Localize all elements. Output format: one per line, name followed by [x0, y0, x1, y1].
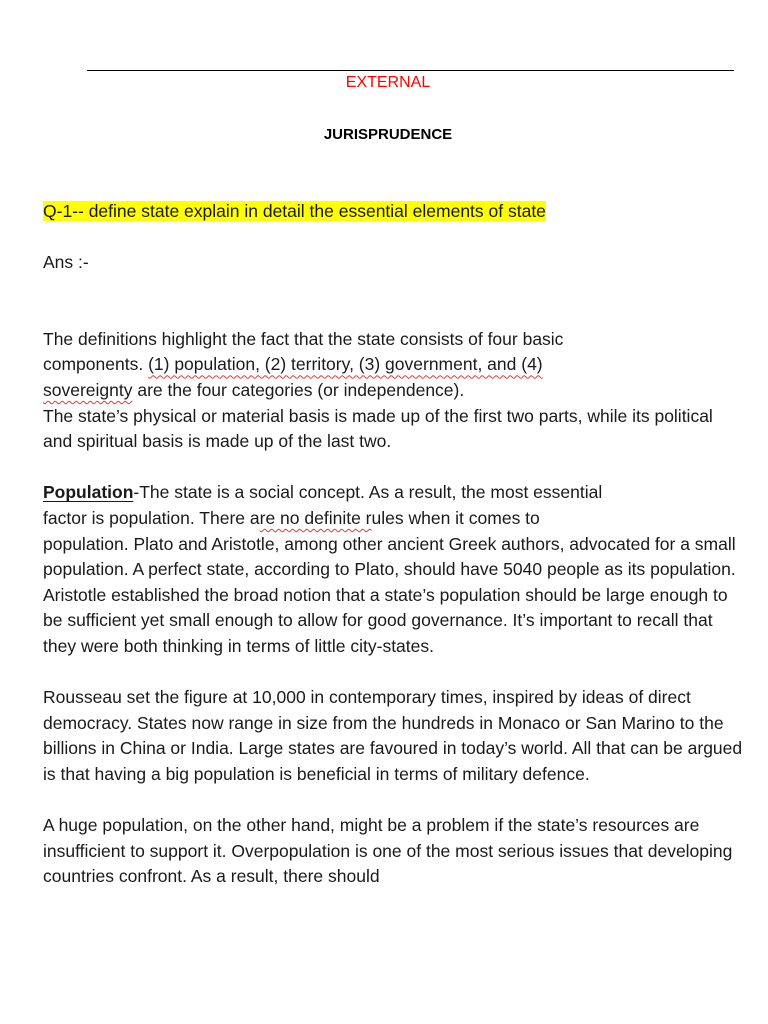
paragraph-text: population. Plato and Aristotle, among other ancient Greek authors, advocated for a small population. A perfect state, according to Plato, should have 5040 people as its population. — [43, 533, 736, 580]
paragraph-text: The definitions highlight the fact that the state consists of four basic — [43, 328, 564, 349]
paragraph-text: -The state is a social concept. As a result, the most essential — [133, 482, 603, 503]
document-title: JURISPRUDENCE — [323, 126, 453, 143]
paragraph-basis: The state’s physical or material basis is made up of the first two parts, while its political and spiritual basis is made up of the last two. — [43, 405, 713, 452]
paragraph-text: factor is population. There a — [43, 507, 260, 528]
spellcheck-underline: sovereignty — [43, 379, 133, 400]
spellcheck-underline: re no definite r — [259, 507, 372, 528]
paragraph-text: ules when it comes to — [371, 507, 540, 528]
paragraph-aristotle: Aristotle established the broad notion that a state’s population should be large enough to be sufficient yet small enough to allow for good governance. It’s important to recall that they were both thinking in terms of little city-states. — [43, 584, 728, 656]
paragraph-text: components. — [43, 354, 149, 375]
spellcheck-underline: (1) population, (2) territory, (3) government, and (4) — [148, 354, 543, 375]
paragraph-population — [43, 480, 743, 582]
answer-label: Ans :- — [43, 252, 89, 273]
top-rule — [87, 70, 734, 71]
question-highlight: Q-1-- define state explain in detail the essential elements of state — [43, 201, 546, 221]
document-body — [43, 199, 743, 890]
paragraph-rousseau: Rousseau set the figure at 10,000 in contemporary times, inspired by ideas of direct democracy. States now range in size from the hundreds in Monaco or San Marino to the billions in China or India. Large states are favoured in today’s world. All that can be argued is that having a big population is beneficial in terms of military defence. — [43, 687, 743, 784]
paragraph-overpopulation: A huge population, on the other hand, might be a problem if the state’s resources are insufficient to support it. Overpopulation is one of the most serious issues that developing countries confront. As a result, there should — [43, 815, 733, 887]
question-line — [43, 199, 743, 225]
term-population: Population — [43, 482, 134, 503]
paragraph-text: are the four categories (or independence). — [132, 379, 465, 400]
paragraph-components — [43, 327, 743, 404]
external-label: EXTERNAL — [345, 74, 431, 91]
